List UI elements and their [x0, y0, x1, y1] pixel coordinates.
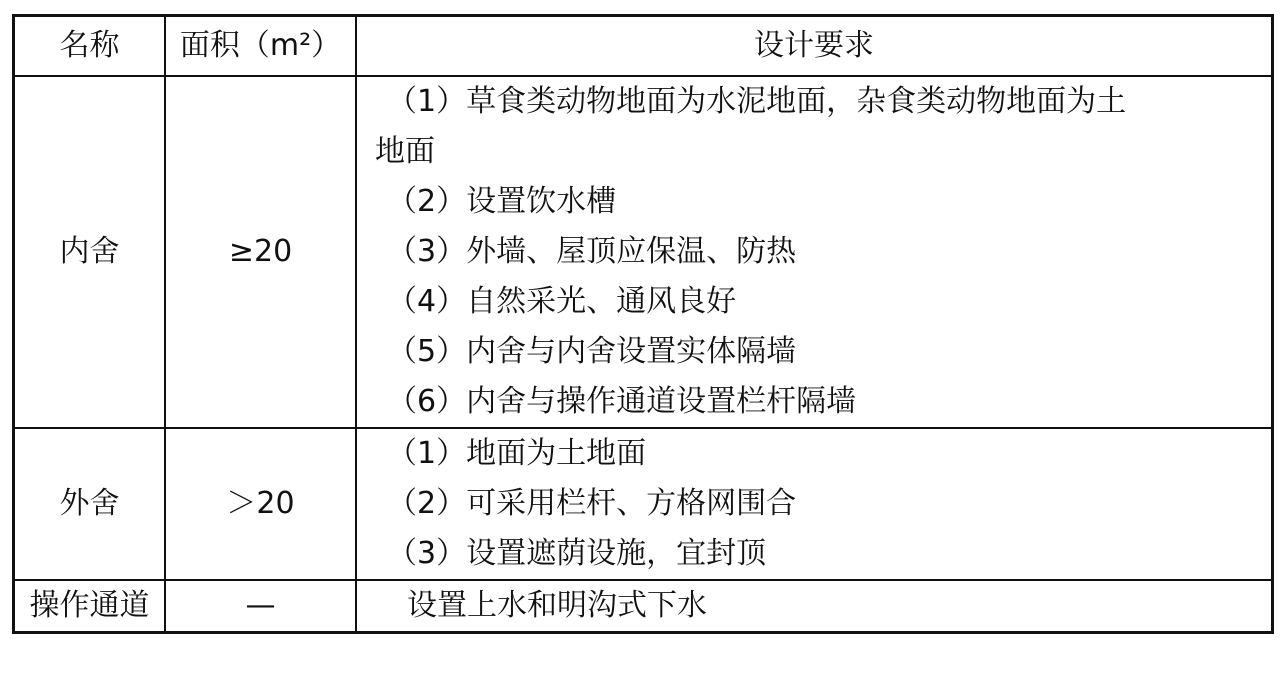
requirement-line: 设置上水和明沟式下水	[407, 588, 707, 623]
requirement-line: （1）草食类动物地面为水泥地面，杂食类动物地面为土	[387, 84, 1127, 119]
row-requirements	[356, 580, 1273, 633]
header-area: 面积（m²）	[165, 16, 356, 77]
row-requirements	[356, 76, 1273, 428]
requirement-line: （2）设置饮水槽	[387, 184, 617, 219]
row-area: —	[165, 580, 356, 633]
table-row-service-aisle	[14, 580, 1273, 633]
row-area: ＞20	[165, 428, 356, 580]
table-header-row	[14, 16, 1273, 77]
design-requirements-table	[12, 14, 1274, 634]
requirement-line: （3）外墙、屋顶应保温、防热	[387, 234, 797, 269]
row-name: 外舍	[14, 428, 166, 580]
requirement-line: （3）设置遮荫设施，宜封顶	[387, 536, 767, 571]
row-requirements	[356, 428, 1273, 580]
row-name: 操作通道	[14, 580, 166, 633]
table-row-inner-house	[14, 76, 1273, 428]
requirement-line: （5）内舍与内舍设置实体隔墙	[387, 334, 797, 369]
requirement-line: 地面	[375, 134, 435, 169]
design-requirements-table-wrapper	[12, 14, 1274, 634]
requirement-line: （4）自然采光、通风良好	[387, 284, 737, 319]
header-requirements: 设计要求	[356, 16, 1273, 77]
requirement-line: （6）内舍与操作通道设置栏杆隔墙	[387, 384, 857, 419]
header-name: 名称	[14, 16, 166, 77]
requirement-line: （2）可采用栏杆、方格网围合	[387, 486, 797, 521]
row-name: 内舍	[14, 76, 166, 428]
row-area: ≥20	[165, 76, 356, 428]
requirement-line: （1）地面为土地面	[387, 436, 647, 471]
table-row-outer-house	[14, 428, 1273, 580]
